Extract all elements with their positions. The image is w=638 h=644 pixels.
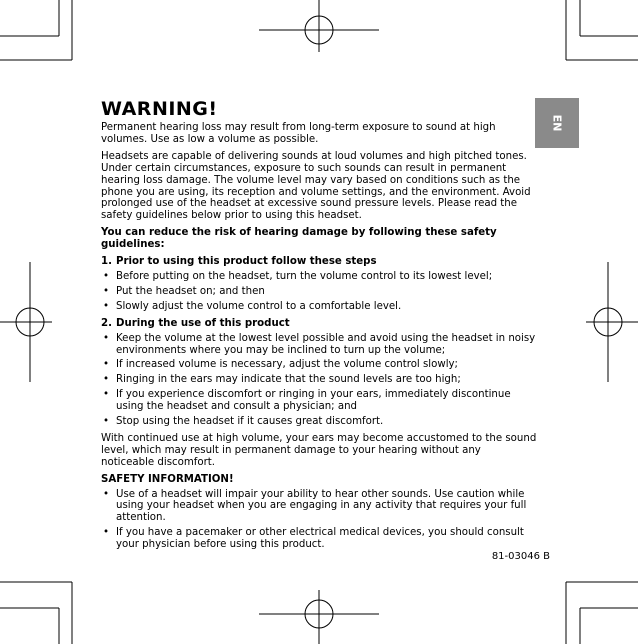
intro-paragraph-1: Permanent hearing loss may result from long-term exposure to sound at high volumes. Use as low a volume as possible. [101,122,496,145]
list-item: • If you experience discomfort or ringing in your ears, immediately discontinue using the headset and consult a physician; and [101,389,537,413]
section-1-number: 1. [101,256,112,268]
section-2-heading [101,318,537,330]
list-item: • Slowly adjust the volume control to a comfortable level. [101,301,537,313]
list-item: • Stop using the headset if it causes great discomfort. [101,416,537,428]
warning-document [101,98,537,556]
page-title: WARNING! [101,98,218,120]
guidelines-heading: You can reduce the risk of hearing damage by following these safety guidelines: [101,227,497,251]
language-tab [535,98,579,148]
list-item: • Use of a headset will impair your ability to hear other sounds. Use caution while using your headset when you are engaging in any activity that requires your full attention. [101,489,537,525]
section-2-number: 2. [101,317,112,329]
list-item: • If you have a pacemaker or other electrical medical devices, you should consult your physician before using this product. [101,527,537,551]
section-2-heading-text: During the use of this product [116,317,290,329]
list-item: • Put the headset on; and then [101,286,537,298]
continued-use-paragraph: With continued use at high volume, your ears may become accustomed to the sound level, which may result in permanent damage to your hearing without any noticeable discomfort. [101,432,537,468]
list-item: • Keep the volume at the lowest level possible and avoid using the headset in noisy environments where you may be inclined to turn up the volume; [101,333,537,357]
section-1-heading [101,256,537,268]
section-2-list [101,333,537,428]
safety-list [101,489,537,552]
section-1-list [101,271,537,313]
document-code: 81-03046 B [491,551,550,562]
list-item: • If increased volume is necessary, adjust the volume control slowly; [101,359,537,371]
safety-heading: SAFETY INFORMATION! [101,473,234,485]
intro-paragraph-2: Headsets are capable of delivering sounds at loud volumes and high pitched tones. Under certain circumstances, exposure to such sounds can result in permanent hearing loss damage. The volume level may vary based on conditions such as the phone you are using, its reception and volume settings, and the environment. Avoid prolonged use of the headset at excessive sound pressure levels. Please read the safety guidelines below prior to using this headset. [101,150,531,222]
section-1-heading-text: Prior to using this product follow these steps [116,256,377,268]
list-item: • Before putting on the headset, turn the volume control to its lowest level; [101,271,537,283]
list-item: • Ringing in the ears may indicate that the sound levels are too high; [101,374,537,386]
language-tab-label: EN [550,114,564,132]
